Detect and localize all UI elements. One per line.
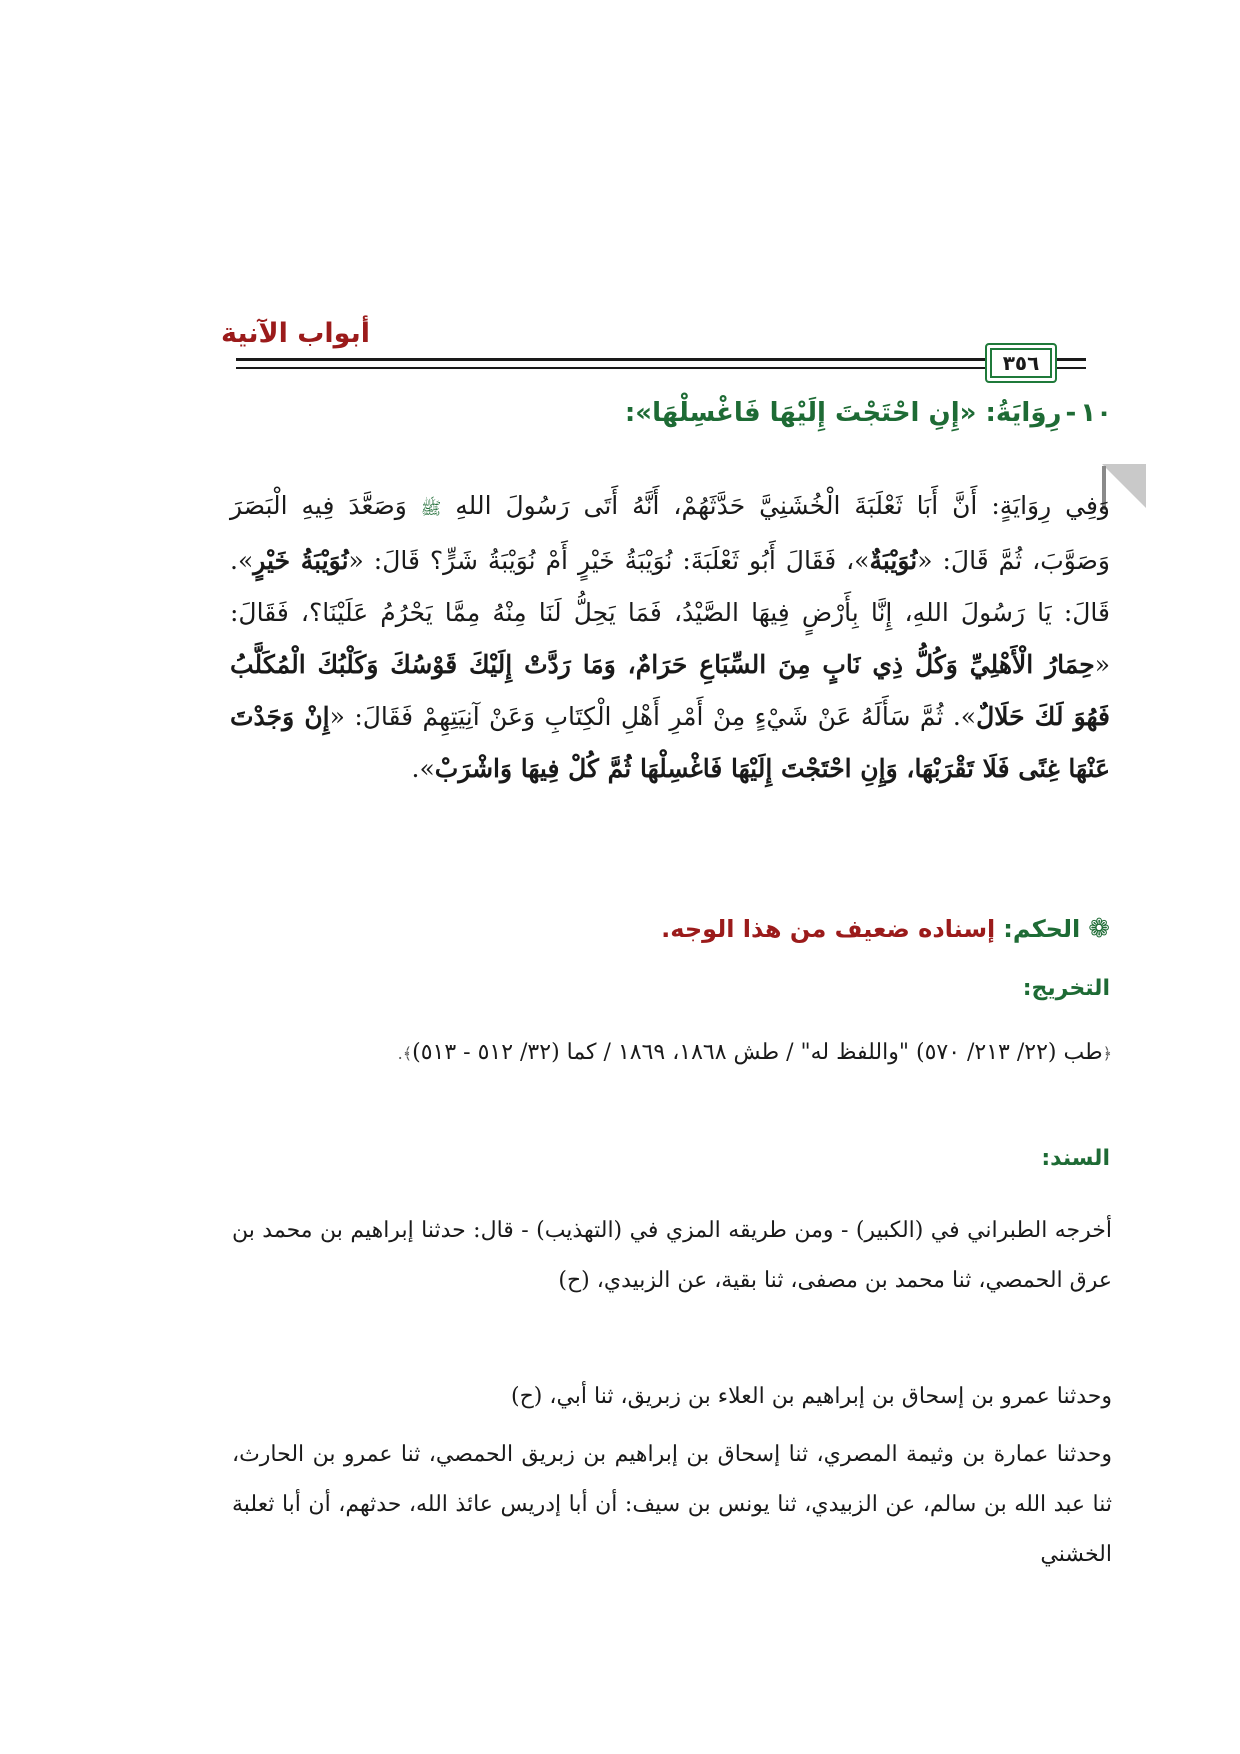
section-separator: -	[1065, 398, 1077, 428]
page-number-frame	[985, 343, 1057, 383]
hadith-prophetic-words: نُوَيْبَةٌ	[869, 546, 918, 575]
ruling-line	[661, 914, 1110, 944]
section-number: ١٠	[1080, 398, 1112, 428]
ruling-label: الحكم:	[1003, 915, 1081, 943]
ruling-text: إسناده ضعيف من هذا الوجه.	[661, 915, 996, 943]
header-rule-top	[236, 358, 1004, 361]
hadith-prophetic-words: إِنْ وَجَدْتَ عَنْهَا غِنًى فَلَا تَقْرَبْهَا، وَإِنِ احْتَجْتَ إِلَيْهَا فَاغْسِلْهَا ثُمَّ كُلْ فِيهَا وَاشْرَبْ	[230, 702, 1110, 783]
header-rule-bottom	[236, 367, 1004, 369]
hadith-narration: ». ثُمَّ سَأَلَهُ عَنْ شَيْءٍ مِنْ أَمْرِ أَهْلِ الْكِتَابِ وَعَنْ آنِيَتِهِمْ فَقَالَ: «	[329, 702, 977, 731]
sanad-heading: السند:	[1041, 1146, 1110, 1171]
honorific-glyph: ﷺ	[420, 499, 442, 519]
takhrij-heading: التخريج:	[1022, 976, 1110, 1001]
takhrij-open-mark: ﴿	[1102, 1044, 1112, 1063]
page-number: ٣٥٦	[1002, 351, 1040, 375]
takhrij-text	[232, 1028, 1112, 1079]
hadith-narration: ». قَالَ: يَا رَسُولَ اللهِ، إِنَّا بِأَرْضٍ فِيهَا الصَّيْدُ، فَمَا يَحِلُّ لَنَا مِنْهُ مِمَّا يَحْرُمُ عَلَيْنَا؟، فَقَالَ: «	[230, 546, 1110, 679]
hadith-narration: ».	[411, 754, 435, 783]
rosette-icon: ❁	[1088, 914, 1110, 944]
takhrij-body: طب (٢٢/ ٢١٣/ ٥٧٠) "واللفظ له" / طش ١٨٦٨، ١٨٦٩ / كما (٣٢/ ٥١٢ - ٥١٣)	[412, 1040, 1103, 1065]
running-title: أبواب الآنية	[220, 318, 370, 349]
sanad-paragraph-2: وحدثنا عمرو بن إسحاق بن إبراهيم بن العلاء بن زبريق، ثنا أبي، (ح)	[511, 1384, 1112, 1409]
takhrij-close-mark: ﴾.	[397, 1044, 413, 1063]
hadith-text	[230, 480, 1110, 795]
hadith-prophetic-words: نُوَيْبَةُ خَيْرٍ	[253, 546, 349, 575]
sanad-paragraph-3: وحدثنا عمارة بن وثيمة المصري، ثنا إسحاق بن إبراهيم بن زبريق الحمصي، ثنا عمرو بن الحارث، ثنا عبد الله بن سالم، عن الزبيدي، ثنا يونس بن سيف: أن أبا إدريس عائذ الله، حدثهم، أن أبا ثعلبة الخشني	[232, 1442, 1112, 1567]
sanad-paragraph-1: أخرجه الطبراني في (الكبير) - ومن طريقه المزي في (التهذيب) - قال: حدثنا إبراهيم بن محمد بن عرق الحمصي، ثنا محمد بن مصفى، ثنا بقية، عن الزبيدي، (ح)	[232, 1218, 1112, 1293]
section-title: رِوَايَةُ: «إِنِ احْتَجْتَ إِلَيْهَا فَاغْسِلْهَا»:	[624, 398, 1062, 428]
hadith-prophetic-words: حِمَارُ الْأَهْلِيِّ وَكُلُّ ذِي نَابٍ مِنَ السِّبَاعِ حَرَامٌ، وَمَا رَدَّتْ إِلَيْكَ قَوْسُكَ وَكَلْبُكَ الْمُكَلَّبُ فَهُوَ لَكَ حَلَالٌ	[230, 650, 1110, 731]
hadith-narration: »، فَقَالَ أَبُو ثَعْلَبَةَ: نُوَيْبَةُ خَيْرٍ أَمْ نُوَيْبَةُ شَرٍّ؟ قَالَ: «	[348, 546, 870, 575]
section-heading	[625, 398, 1112, 428]
hadith-narration: وَفِي رِوَايَةٍ: أَنَّ أَبَا ثَعْلَبَةَ الْخُشَنِيَّ حَدَّثَهُمْ، أَنَّهُ أَتَى رَسُولَ اللهِ	[441, 491, 1110, 520]
hadith-narration: وَصَعَّدَ فِيهِ الْبَصَرَ وَصَوَّبَ، ثُمَّ قَالَ: «	[230, 491, 1110, 575]
